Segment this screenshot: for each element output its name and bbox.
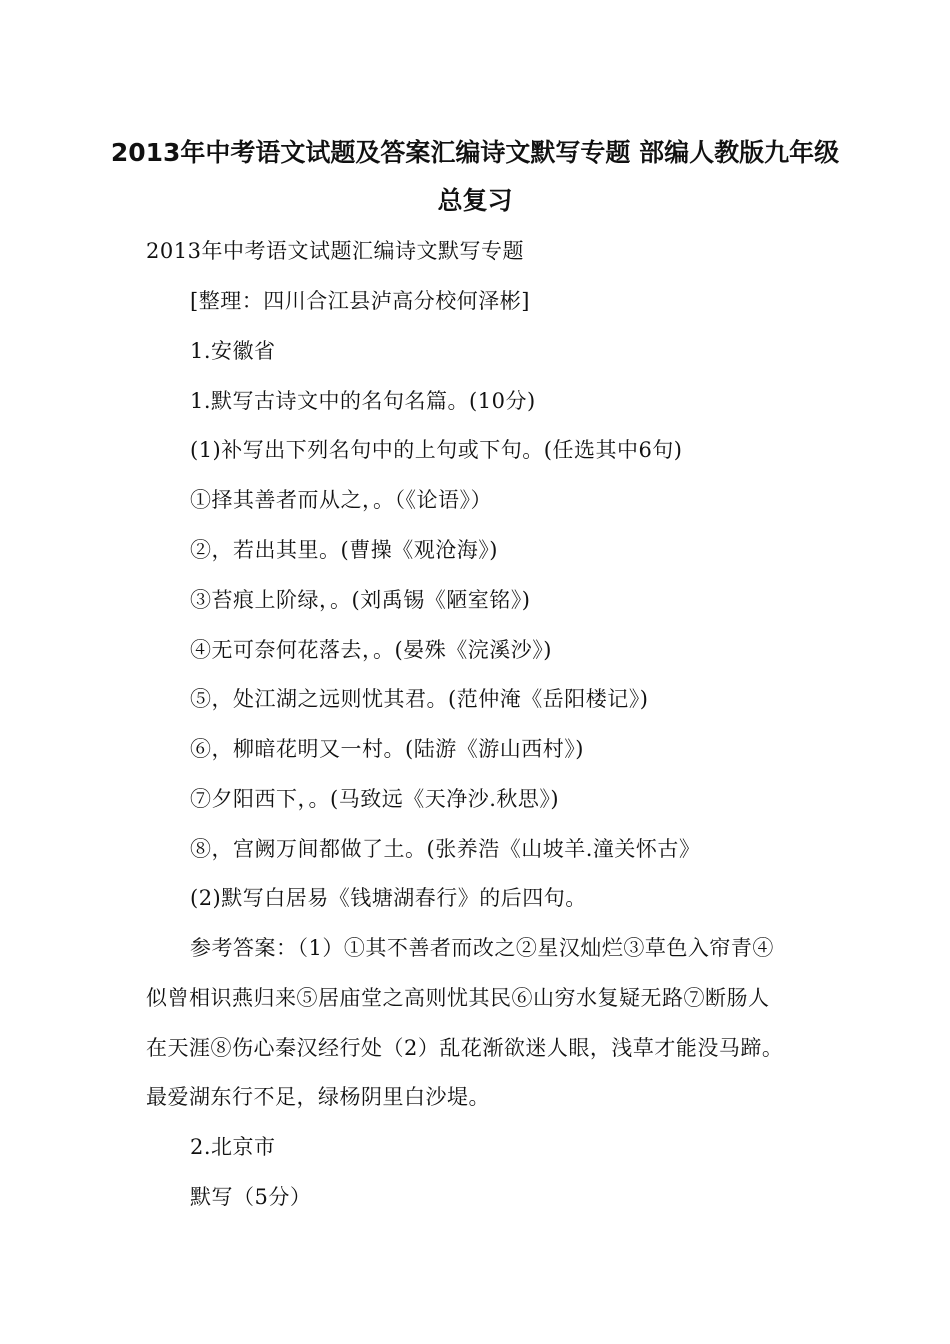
answer-line: 参考答案：（1）①其不善者而改之②星汉灿烂③草色入帘青④: [190, 936, 774, 960]
answer-line: 似曾相识燕归来⑤居庙堂之高则忧其民⑥山穷水复疑无路⑦断肠人: [146, 986, 770, 1010]
document-subtitle: 2013年中考语文试题汇编诗文默写专题: [146, 239, 524, 263]
list-item: ⑦夕阳西下，。(马致远《天净沙.秋思》): [190, 787, 560, 811]
document-title-line-1: 2013年中考语文试题及答案汇编诗文默写专题 部编人教版九年级: [110, 138, 840, 167]
question-1: 1.默写古诗文中的名句名篇。(10分): [190, 389, 536, 413]
question-2: 默写（5分）: [190, 1185, 312, 1209]
list-item: ⑧，宫阙万间都做了土。(张养浩《山坡羊.潼关怀古》: [190, 837, 701, 861]
question-1-part-1: (1)补写出下列名句中的上句或下句。(任选其中6句): [190, 438, 683, 462]
section-heading-beijing: 2.北京市: [190, 1135, 276, 1159]
answer-line: 在天涯⑧伤心秦汉经行处（2）乱花渐欲迷人眼，浅草才能没马蹄。: [146, 1036, 784, 1060]
list-item: ④无可奈何花落去，。(晏殊《浣溪沙》): [190, 638, 552, 662]
list-item: ⑤，处江湖之远则忧其君。(范仲淹《岳阳楼记》): [190, 687, 649, 711]
list-item: ①择其善者而从之，。（《论语》）: [190, 488, 492, 512]
question-1-part-2: (2)默写白居易《钱塘湖春行》的后四句。: [190, 886, 587, 910]
document-title-line-2: 总复习: [437, 186, 513, 215]
list-item: ②，若出其里。(曹操《观沧海》): [190, 538, 498, 562]
answer-line: 最爱湖东行不足，绿杨阴里白沙堤。: [146, 1085, 490, 1109]
section-heading-anhui: 1.安徽省: [190, 339, 276, 363]
list-item: ⑥，柳暗花明又一村。(陆游《游山西村》): [190, 737, 584, 761]
compiler-note: [整理：四川合江县泸高分校何泽彬]: [190, 289, 530, 313]
list-item: ③苔痕上阶绿，。(刘禹锡《陋室铭》): [190, 588, 531, 612]
